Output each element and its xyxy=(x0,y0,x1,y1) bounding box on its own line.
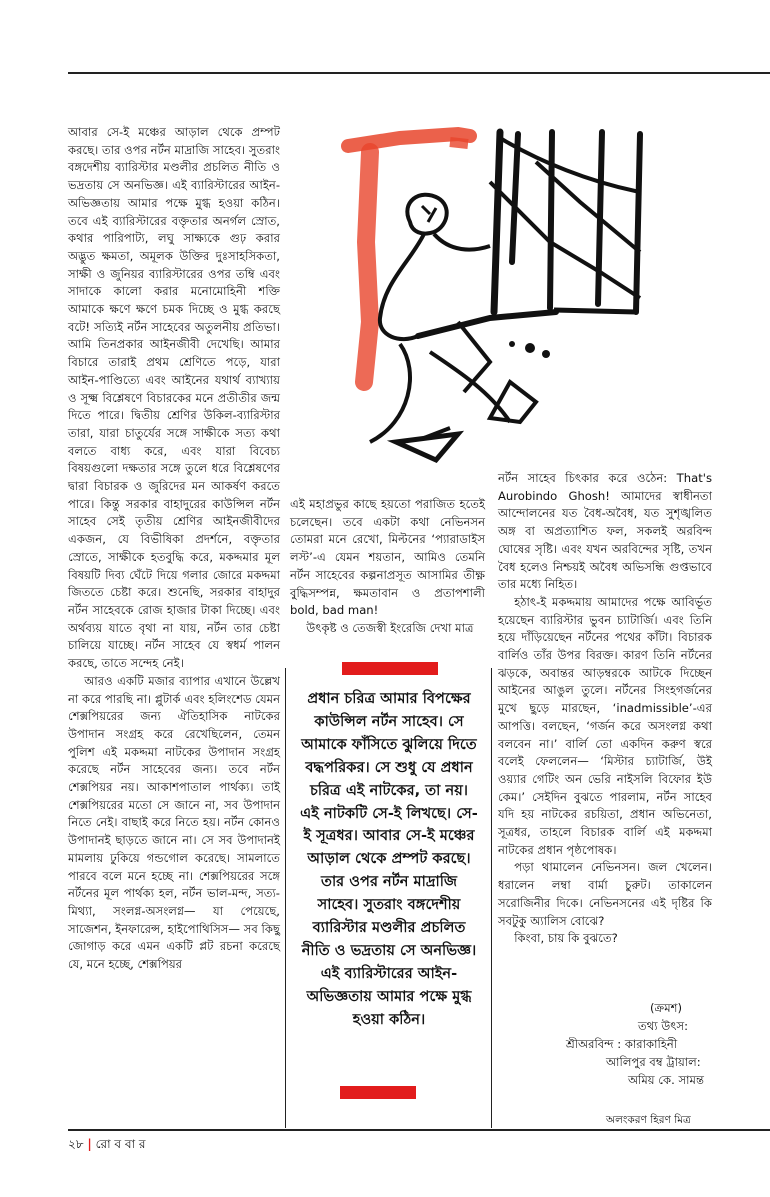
sources-label: তথ্য উৎস: xyxy=(638,1019,689,1033)
ink-illustration xyxy=(340,122,710,467)
source-3: অমিয় কে. সামন্ত xyxy=(628,1073,704,1087)
page-number: ২৮ xyxy=(68,1137,84,1151)
magazine-name: রো ব বা র xyxy=(95,1137,146,1151)
illustration-credit: অলংকরণ হিরণ মিত্র xyxy=(606,1114,691,1126)
left-paragraph-2: আরও একটি মজার ব্যাপার এখানে উল্লেখ না করে পারছি না। প্লুটার্ক এবং হলিংশেড যেমন শেক্সপিয়রের জন্য ঐতিহাসিক নাটকের উপাদান সংগ্রহ করে রেখেছিলেন, তেমন পুলিশ এই মকদ্দমা নাটকের উপাদান সংগ্রহ করেছে নর্টন সাহেবের জন্য। তবে নর্টন শেক্সপিয়র নয়। আকাশপাতাল পার্থক্য। তাই শেক্সপিয়রের মতো সে জানে না, সব উপাদান নিতে নেই। বাছাই করে নিতে হয়। নর্টন কোনও উপাদানই ছাড়তে জানে না। সে সব উপাদানই মামলায় ঢুকিয়ে গন্ডগোল করেছে। সামলাতে পারবে বলে মনে হচ্ছে না। শেক্সপিয়রের সঙ্গে নর্টনের মূল পার্থক্য হল, নর্টন ভাল-মন্দ, সত্য-মিথ্যা, সংলগ্ন-অসংলগ্ন— যা পেয়েছে, সাজেশন, ইনফারেন্স, হাইপোথিসিস— সব কিছু জোগাড় করে এমন একটি প্লট রচনা করেছে যে, মনে হচ্ছে, শেক্সপিয়র xyxy=(68,673,280,972)
pull-quote-bar-top xyxy=(342,662,438,675)
pull-quote-bar-bottom xyxy=(340,1086,416,1099)
right-paragraph-4: কিংবা, চায় কি বুঝতে? xyxy=(514,931,618,946)
right-paragraph-2: হঠাৎ-ই মকদ্দমায় আমাদের পক্ষে আবির্ভূত হয়েছেন ব্যারিস্টার ভুবন চ্যাটার্জি। এবং তিনি হয়ে দাঁড়িয়েছেন নর্টনের পথের কাঁটা। বিচারক বার্লিও তাঁর উপর বিরক্ত। কারণ তিনি নর্টনের ঝড়কে, অবান্তর আড়ম্বরকে আটকে দিচ্ছেন আইনের আঙুল তুলে। নর্টনের সিংহগর্জনের মুখে ছুড়ে মারছেন, ‘inadmissible’-এর আপত্তি। বলছেন, ‘গর্জন করে অসংলগ্ন কথা বলবেন না।’ বার্লি তো একদিন করুণ স্বরে বলেই ফেললেন— ‘মিস্টার চ্যাটার্জি, উই ওয়্যার গেটিং অন ভেরি নাইসলি বিফোর ইউ কেম।’ সেইদিন বুঝতে পারলাম, নর্টন সাহেব যদি হয় নাটকের রচয়িতা, প্রধান অভিনেতা, সূত্রধর, তাহলে বিচারক বার্লি এই মকদ্দমা নাটকের প্রধান পৃষ্ঠপোষক। xyxy=(498,594,712,857)
left-paragraph-1: আবার সে-ই মঞ্চের আড়াল থেকে প্রম্পট করছে। তার ওপর নর্টন মাদ্রাজি সাহেব। সুতরাং বঙ্গদেশীয় ব্যারিস্টার মণ্ডলীর প্রচলিত নীতি ও ভদ্রতায় সে অনভিজ্ঞ। এই ব্যারিস্টারের আইন-অভিজ্ঞতায় আমার পক্ষে মুগ্ধ হওয়া কঠিন। তবে এই ব্যারিস্টারের বক্তৃতার অনর্গল স্রোত, কথার পারিপাট্য, লঘু সাক্ষ্যকে গুঢ় করার অদ্ভুত ক্ষমতা, অমূলক উক্তির দুঃসাহসিকতা, সাক্ষী ও জুনিয়র ব্যারিস্টারের ওপর তম্বি এবং সাদাকে কালো করার মনোমোহিনী শক্তি আমাকে ক্ষণে ক্ষণে চমক দিচ্ছে ও মুগ্ধ করছে বটে! সত্যিই নর্টন সাহেবের অতুলনীয় প্রতিভা। আমি তিনপ্রকার আইনজীবী দেখেছি। আমার বিচারে তারাই প্রথম শ্রেণিতে পড়ে, যারা আইন-পাণ্ডিত্যে এবং আইনের যথার্থ ব্যাখ্যায় ও সূক্ষ্ম বিশ্লেষণে বিচারকের মনে প্রতীতীর জন্ম দিতে পারে। দ্বিতীয় শ্রেণির উকিল-ব্যারিস্টার তারা, যারা চাতুর্যের সঙ্গে সাক্ষীকে সত্য কথা বলতে বাধ্য করে, এবং যারা বিবেচ্য বিষয়গুলো দক্ষতার সঙ্গে তুলে ধরে বিশ্লেষণের দ্বারা বিচারক ও জুরিদের মন আকর্ষণ করতে পারে। কিন্তু সরকার বাহাদুরের কাউন্সিল নর্টন সাহেব সেই তৃতীয় শ্রেণির আইনজীবীদের একজন, যে বিভীষিকা প্রদর্শনে, বক্তৃতার স্রোতে, সাক্ষীকে হতবুদ্ধি করে, মকদ্দমার মূল বিষয়টি দিব্য ঘেঁটে দিয়ে গলার জোরে মকদ্দমা জিততে চেষ্টা করে। শুনেছি, সরকার বাহাদুর নর্টন সাহেবকে রোজ হাজার টাকা দিচ্ছে। এবং অর্থব্যয় যাতে বৃথা না যায়, নর্টন তার চেষ্টা চালিয়ে যাচ্ছে। নর্টন সাহেব যে স্বধর্ম পালন করছে, তাতে সন্দেহ নেই। xyxy=(68,125,280,671)
right-paragraph-3: পড়া থামালেন নেভিনসন। জল খেলেন। ধরালেন লম্বা বার্মা চুরুট। তাকালেন সরোজিনীর দিকে। নেভিনসনের এই দৃষ্টির কি সবটুকু অ্যালিস বোঝে? xyxy=(498,860,712,928)
pull-quote: প্রধান চরিত্র আমার বিপক্ষের কাউন্সিল নর্টন সাহেব। সে আমাকে ফাঁসিতে ঝুলিয়ে দিতে বদ্ধপরিকর। সে শুধু যে প্রধান চরিত্র এই নাটকের, তা নয়। এই নাটকটি সে-ই লিখছে। সে-ই সূত্রধর। আবার সে-ই মঞ্চের আড়াল থেকে প্রম্পট করছে। তার ওপর নর্টন মাদ্রাজি সাহেব। সুতরাং বঙ্গদেশীয় ব্যারিস্টার মণ্ডলীর প্রচলিত নীতি ও ভদ্রতায় সে অনভিজ্ঞ। এই ব্যারিস্টারের আইন-অভিজ্ঞতায় আমার পক্ষে মুগ্ধ হওয়া কঠিন। xyxy=(300,690,478,1028)
source-2: আলিপুর বম্ব ট্রায়াল: xyxy=(606,1055,701,1069)
middle-column xyxy=(290,496,485,638)
middle-paragraph-2: উৎকৃষ্ট ও তেজস্বী ইংরেজি দেখা মাত্র xyxy=(306,620,474,635)
header-rule xyxy=(68,72,770,74)
source-1: শ্রীঅরবিন্দ : কারাকাহিনী xyxy=(566,1037,678,1051)
page-footer xyxy=(68,1136,145,1156)
right-column xyxy=(498,470,712,948)
footer-separator: | xyxy=(87,1137,92,1151)
middle-paragraph-1: এই মহাপ্রভুর কাছে হয়তো পরাজিত হতেই চলেছেন। তবে একটা কথা নেভিনসন তোমরা মনে রেখো, মিল্টনের ‘প্যারাডাইস লস্ট’-এ যেমন শয়তান, আমিও তেমনি নর্টন সাহেবের কল্পনাপ্রসূত আসামির তীক্ষ্ণ বুদ্ধিসম্পন্ন, ক্ষমতাবান ও প্রতাপশালী bold, bad man! xyxy=(290,497,485,618)
column-divider-right xyxy=(491,668,492,1128)
column-divider-left xyxy=(285,668,286,1128)
right-paragraph-1: নর্টন সাহেব চিৎকার করে ওঠেন: That's Aurobindo Ghosh! আমাদের স্বাধীনতা আন্দোলনের যত বৈধ-অবৈধ, যত সুশৃঙ্খলিত অঙ্গ বা অপ্রত্যাশিত ফল, সকলই অরবিন্দ ঘোষের সৃষ্টি। এবং যখন অরবিন্দের সৃষ্টি, তখন বৈধ হলেও নিশ্চয়ই অবৈধ অভিসন্ধি গুপ্তভাবে তার মধ্যে নিহিত। xyxy=(498,471,712,592)
continued-label: (ক্রমশ) xyxy=(650,1001,683,1015)
left-column xyxy=(68,124,280,974)
footer-rule xyxy=(68,1129,770,1131)
